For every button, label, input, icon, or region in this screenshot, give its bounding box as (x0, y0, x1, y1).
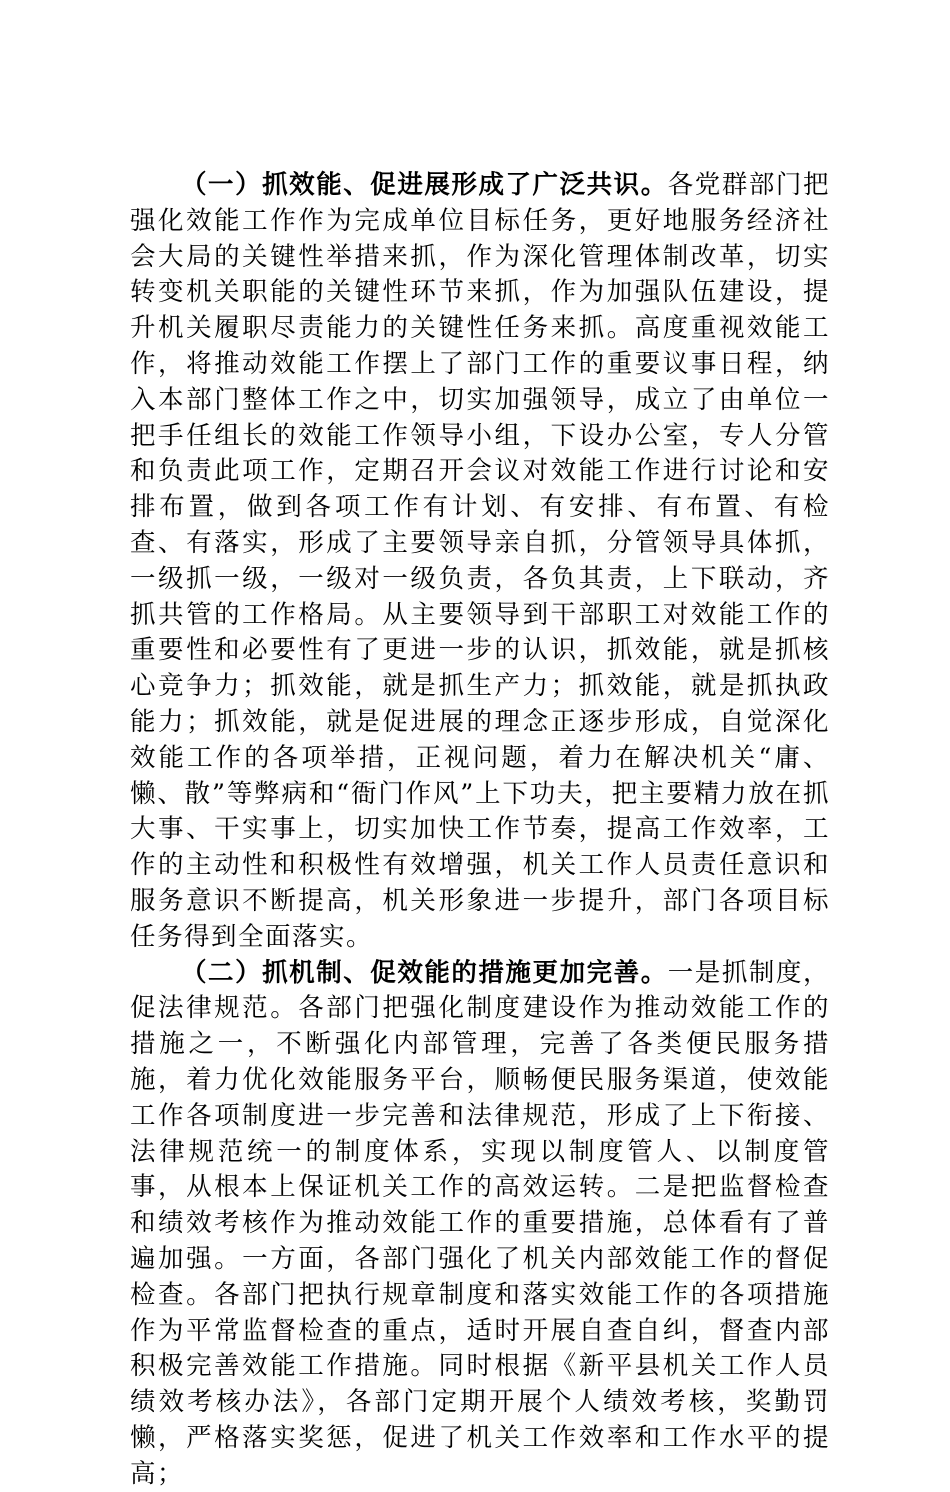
paragraph-2-body: 一是抓制度，促法律规范。各部门把强化制度建设作为推动效能工作的措施之一，不断强化内部管理，完善了各类便民服务措施，着力优化效能服务平台，顺畅便民服务渠道，使效能工作各项制度进一步完善和法律规范，形成了上下衔接、法律规范统一的制度体系，实现以制度管人、以制度管事，从根本上保证机关工作的高效运转。二是把监督检查和绩效考核作为推动效能工作的重要措施，总体看有了普遍加强。一方面，各部门强化了机关内部效能工作的督促检查。各部门把执行规章制度和落实效能工作的各项措施作为平常监督检查的重点，适时开展自查自纠，督查内部积极完善效能工作措施。同时根据《新平县机关工作人员绩效考核办法》，各部门定期开展个人绩效考核，奖勤罚懒，严格落实奖惩，促进了机关工作效率和工作水平的提高； (130, 957, 830, 1489)
paragraph-1 (130, 168, 830, 956)
paragraph-1-body: 各党群部门把强化效能工作作为完成单位目标任务，更好地服务经济社会大局的关键性举措来抓，作为深化管理体制改革，切实转变机关职能的关键性环节来抓，作为加强队伍建设，提升机关履职尽责能力的关键性任务来抓。高度重视效能工作，将推动效能工作摆上了部门工作的重要议事日程，纳入本部门整体工作之中，切实加强领导，成立了由单位一把手任组长的效能工作领导小组，下设办公室，专人分管和负责此项工作，定期召开会议对效能工作进行讨论和安排布置，做到各项工作有计划、有安排、有布置、有检查、有落实，形成了主要领导亲自抓，分管领导具体抓，一级抓一级，一级对一级负责，各负其责，上下联动，齐抓共管的工作格局。从主要领导到干部职工对效能工作的重要性和必要性有了更进一步的认识，抓效能，就是抓核心竞争力；抓效能，就是抓生产力；抓效能，就是抓执政能力；抓效能，就是促进展的理念正逐步形成，自觉深化效能工作的各项举措，正视问题，着力在解决机关“庸、懒、散”等弊病和“衙门作风”上下功夫，把主要精力放在抓大事、干实事上，切实加快工作节奏，提高工作效率，工作的主动性和积极性有效增强，机关工作人员责任意识和服务意识不断提高，机关形象进一步提升，部门各项目标任务得到全面落实。 (130, 170, 830, 952)
paragraph-1-heading: （一）抓效能、促进展形成了广泛共识。 (181, 170, 668, 200)
paragraph-2 (130, 956, 830, 1492)
document-body (130, 168, 830, 1492)
paragraph-2-heading: （二）抓机制、促效能的措施更加完善。 (181, 957, 668, 988)
